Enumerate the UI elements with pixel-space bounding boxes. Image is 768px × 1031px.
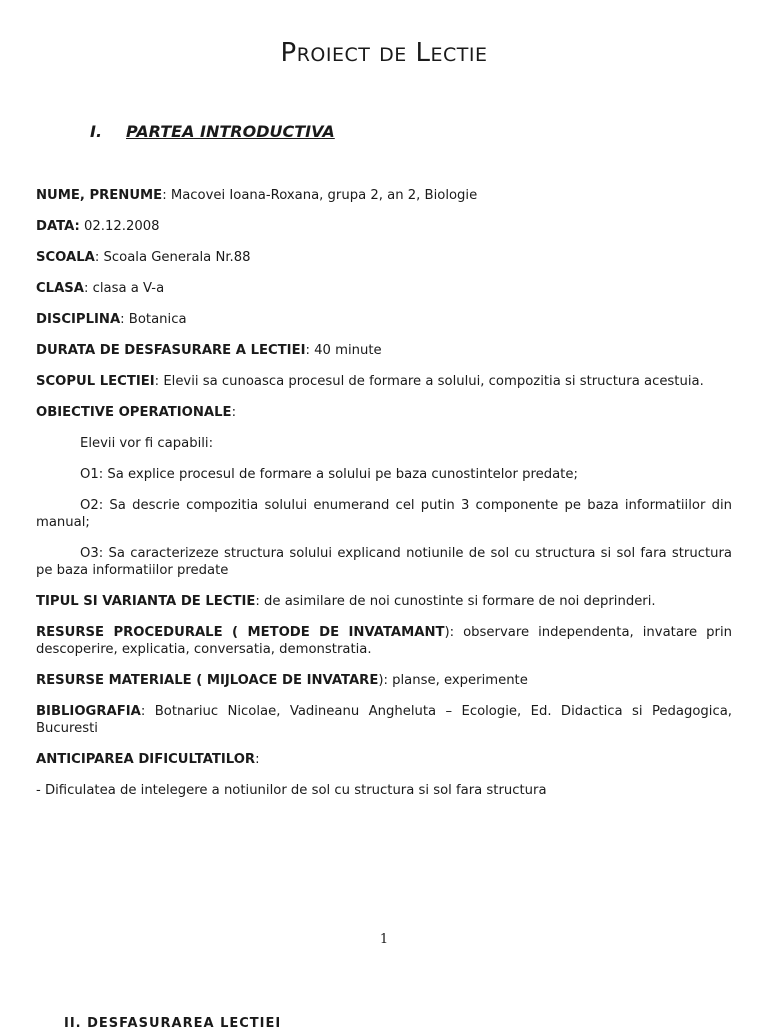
field-sep: :: [255, 594, 260, 609]
field-label: TIPUL SI VARIANTA DE LECTIE: [36, 594, 256, 609]
field-label: DURATA DE DESFASURARE A LECTIEI: [36, 343, 306, 358]
field-data: [36, 218, 732, 235]
field-label: SCOPUL LECTIEI: [36, 374, 155, 389]
field-value: planse, experimente: [387, 673, 528, 688]
field-label: RESURSE MATERIALE ( MIJLOACE DE INVATARE: [36, 673, 379, 688]
field-value: Elevii sa cunoasca procesul de formare a solului, compozitia si structura acestuia.: [159, 374, 704, 389]
field-sep: :: [231, 405, 237, 420]
title-word-2: DE: [379, 44, 407, 66]
field-value: Botnariuc Nicolae, Vadineanu Angheluta – Ecologie, Ed. Didactica si Pedagogica, Bucuresti: [36, 704, 732, 736]
field-value: de asimilare de noi cunostinte si formare de noi deprinderi.: [259, 594, 656, 609]
field-sep: :: [94, 250, 100, 265]
section-number: I.: [90, 122, 103, 141]
field-value: 40 minute: [309, 343, 382, 358]
page-title: [0, 38, 768, 68]
page-number: 1: [379, 932, 389, 947]
field-sep: :: [305, 343, 310, 358]
field-sep: ):: [444, 625, 455, 640]
section-label: PARTEA INTRODUCTIVA: [126, 122, 335, 141]
title-initial-1: P: [280, 38, 297, 68]
field-resurse-materiale: [36, 672, 732, 689]
field-sep: :: [120, 312, 125, 327]
field-nume: [36, 187, 732, 204]
difficulty-item: - Dificulatea de intelegere a notiunilor de sol cu structura si sol fara structura: [36, 783, 547, 798]
field-sep: :: [154, 374, 160, 389]
field-label: RESURSE PROCEDURALE ( METODE DE INVATAMANT: [36, 625, 445, 640]
field-clasa: [36, 280, 732, 297]
field-bibliografia: [36, 703, 732, 737]
next-section-heading-cut: II. DESFASURAREA LECTIEI: [64, 1016, 282, 1031]
field-disciplina: [36, 311, 732, 328]
field-label: SCOALA: [36, 250, 95, 265]
field-resurse-procedurale: [36, 624, 732, 658]
field-scoala: [36, 249, 732, 266]
section-heading: [90, 122, 335, 141]
field-label: ANTICIPAREA DIFICULTATILOR: [36, 752, 256, 767]
field-sep: ):: [378, 673, 388, 688]
field-label: DISCIPLINA: [36, 312, 121, 327]
field-durata: [36, 342, 732, 359]
field-scopul: [36, 373, 732, 390]
field-value: clasa a V-a: [88, 281, 165, 296]
title-word-1: ROIECT: [296, 44, 371, 66]
field-value: Botanica: [124, 312, 187, 327]
field-sep: :: [162, 188, 167, 203]
field-label: OBIECTIVE OPERATIONALE: [36, 405, 232, 420]
objective-item: O2: Sa descrie compozitia solului enumerand cel putin 3 componente pe baza informatiilor din manual;: [36, 498, 732, 530]
objective-item: O3: Sa caracterizeze structura solului explicand notiunile de sol cu structura si sol fara structura pe baza informatiilor predate: [36, 546, 732, 578]
field-label: CLASA: [36, 281, 84, 296]
field-value: Macovei Ioana-Roxana, grupa 2, an 2, Biologie: [166, 188, 478, 203]
field-label: BIBLIOGRAFIA: [36, 704, 141, 719]
title-word-3: ECTIE: [430, 44, 488, 66]
field-label: NUME, PRENUME: [36, 188, 163, 203]
field-value: 02.12.2008: [79, 219, 160, 234]
title-initial-2: L: [415, 38, 431, 68]
field-value: observare independenta, invatare prin descoperire, explicatia, conversatia, demonstratia.: [36, 625, 732, 657]
objective-item: O1: Sa explice procesul de formare a solului pe baza cunostintelor predate;: [80, 467, 578, 482]
field-anticiparea: [36, 751, 732, 768]
field-tipul: [36, 593, 732, 610]
field-sep: :: [84, 281, 89, 296]
field-obiective: [36, 404, 732, 421]
objectives-intro: Elevii vor fi capabili:: [80, 436, 214, 451]
field-label: DATA:: [36, 219, 80, 234]
field-value: Scoala Generala Nr.88: [99, 250, 251, 265]
field-sep: :: [140, 704, 146, 719]
field-sep: :: [255, 752, 260, 767]
document-body: [36, 187, 732, 813]
